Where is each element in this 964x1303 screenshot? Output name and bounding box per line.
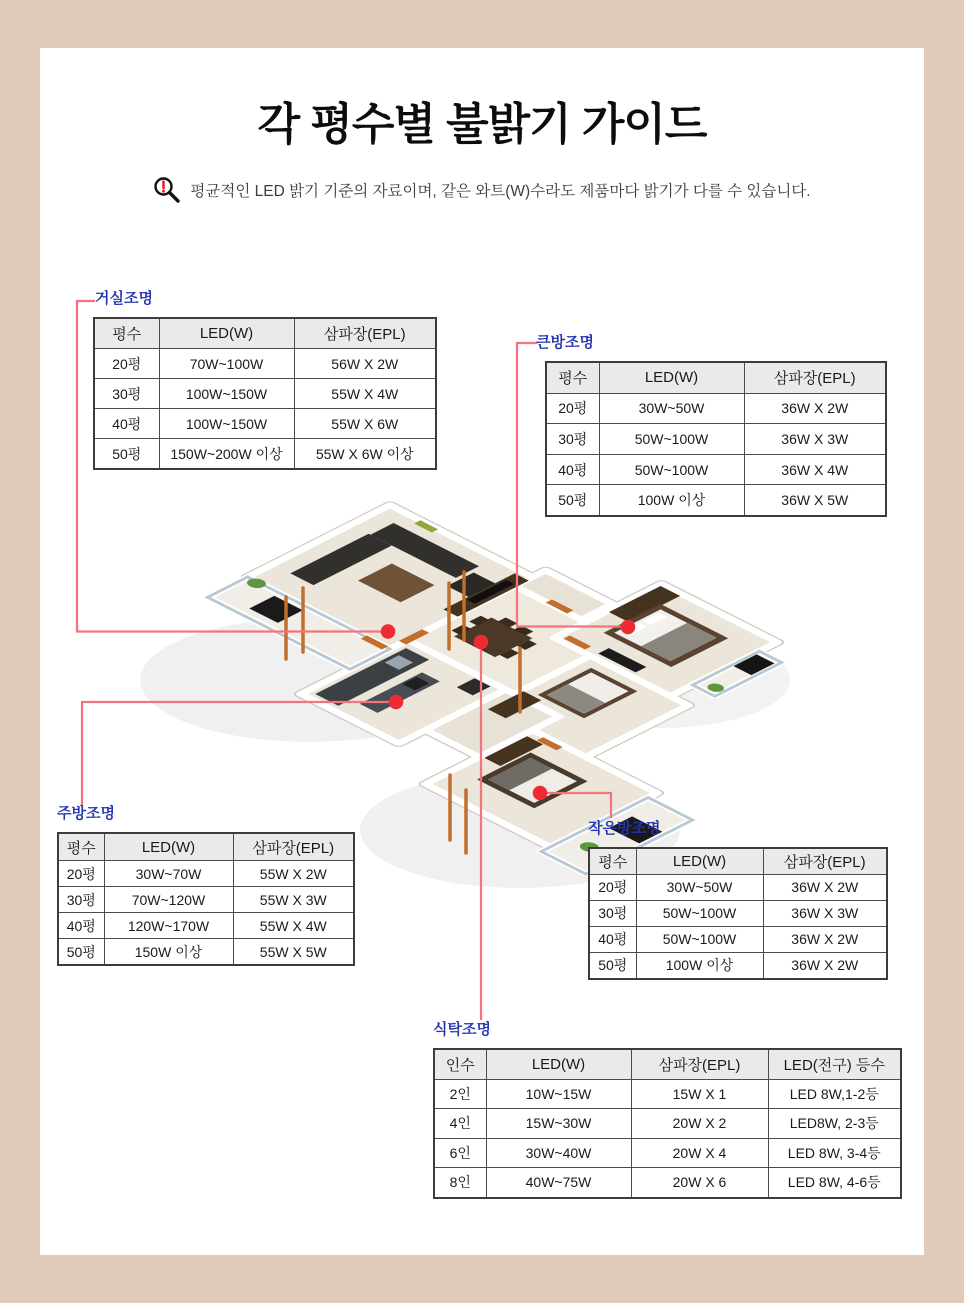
table-cell: 30W~50W <box>599 393 744 424</box>
column-header: 삼파장(EPL) <box>233 833 354 861</box>
column-header: LED(W) <box>599 362 744 393</box>
notice-text: 평균적인 LED 밝기 기준의 자료이며, 같은 와트(W)수라도 제품마다 밝기가 다를 수 있습니다. <box>190 183 811 200</box>
table-cell: 20평 <box>58 861 104 887</box>
table-row <box>589 952 887 979</box>
page-title: 각 평수별 불밝기 가이드 <box>257 100 707 149</box>
table-cell: 2인 <box>434 1079 486 1109</box>
table-header-row <box>58 833 354 861</box>
magnifier-alert-icon <box>153 176 181 204</box>
table-cell: 36W X 3W <box>763 900 887 926</box>
table-cell: 4인 <box>434 1109 486 1139</box>
column-header: 평수 <box>94 318 159 349</box>
column-header: LED(W) <box>486 1049 631 1079</box>
table-header-row <box>94 318 436 349</box>
table-cell: 6인 <box>434 1138 486 1168</box>
column-header: LED(W) <box>636 848 763 874</box>
table-header-row <box>589 848 887 874</box>
column-header: LED(W) <box>159 318 294 349</box>
table-cell: 15W X 1 <box>631 1079 768 1109</box>
table-row <box>58 887 354 913</box>
table-cell: 20W X 4 <box>631 1138 768 1168</box>
table-cell: 50평 <box>589 952 636 979</box>
table-cell: 36W X 2W <box>763 952 887 979</box>
table-cell: 30W~70W <box>104 861 233 887</box>
big-room-label: 큰방조명 <box>536 334 594 351</box>
table-cell: 40평 <box>546 454 599 485</box>
table-cell: 150W 이상 <box>104 939 233 966</box>
table-cell: 30W~50W <box>636 874 763 900</box>
table-cell: 20W X 6 <box>631 1168 768 1198</box>
table-cell: 55W X 4W <box>233 913 354 939</box>
table-cell: 20W X 2 <box>631 1109 768 1139</box>
small-room-callout <box>588 817 888 980</box>
table-row <box>434 1109 901 1139</box>
table-cell: 30평 <box>58 887 104 913</box>
dining-label: 식탁조명 <box>433 1021 491 1038</box>
table-cell: LED 8W,1-2등 <box>768 1079 901 1109</box>
living-room-table <box>93 317 437 470</box>
column-header: 삼파장(EPL) <box>763 848 887 874</box>
table-cell: 55W X 5W <box>233 939 354 966</box>
table-cell: 36W X 2W <box>763 926 887 952</box>
table-cell: 50W~100W <box>599 454 744 485</box>
small-room-label: 작은방조명 <box>588 820 661 837</box>
column-header: 평수 <box>546 362 599 393</box>
table-cell: 55W X 2W <box>233 861 354 887</box>
table-cell: 30평 <box>546 424 599 455</box>
dining-table-marker <box>474 635 489 650</box>
table-cell: 20평 <box>546 393 599 424</box>
living-room-marker <box>381 624 396 639</box>
table-cell: LED 8W, 3-4등 <box>768 1138 901 1168</box>
table-cell: 36W X 4W <box>744 454 886 485</box>
table-cell: 55W X 6W <box>294 409 436 439</box>
table-cell: 150W~200W 이상 <box>159 439 294 470</box>
column-header: 인수 <box>434 1049 486 1079</box>
living-room-callout <box>93 287 437 470</box>
kitchen-marker <box>389 695 404 710</box>
table-row <box>546 424 886 455</box>
table-row <box>546 393 886 424</box>
table-row <box>546 485 886 516</box>
column-header: LED(전구) 등수 <box>768 1049 901 1079</box>
big-room-table <box>545 361 887 517</box>
table-cell: 70W~100W <box>159 349 294 379</box>
table-cell: 50평 <box>546 485 599 516</box>
table-cell: 8인 <box>434 1168 486 1198</box>
notice-bar <box>0 176 964 204</box>
table-row <box>434 1168 901 1198</box>
table-cell: 30W~40W <box>486 1138 631 1168</box>
small-room-table <box>588 847 888 980</box>
table-cell: 100W 이상 <box>636 952 763 979</box>
table-row <box>589 900 887 926</box>
column-header: 평수 <box>589 848 636 874</box>
table-cell: 40평 <box>94 409 159 439</box>
table-cell: 36W X 2W <box>763 874 887 900</box>
table-header-row <box>434 1049 901 1079</box>
table-cell: 10W~15W <box>486 1079 631 1109</box>
table-cell: 36W X 2W <box>744 393 886 424</box>
table-cell: 55W X 4W <box>294 379 436 409</box>
table-row <box>546 454 886 485</box>
table-cell: 50평 <box>94 439 159 470</box>
table-cell: 100W~150W <box>159 379 294 409</box>
table-row <box>94 349 436 379</box>
table-row <box>434 1138 901 1168</box>
table-cell: 100W 이상 <box>599 485 744 516</box>
dining-callout <box>433 1018 902 1199</box>
table-cell: LED8W, 2-3등 <box>768 1109 901 1139</box>
table-cell: 70W~120W <box>104 887 233 913</box>
column-header: 삼파장(EPL) <box>294 318 436 349</box>
table-cell: 50W~100W <box>636 900 763 926</box>
table-row <box>94 379 436 409</box>
table-cell: 30평 <box>589 900 636 926</box>
table-row <box>58 861 354 887</box>
big-room-marker <box>621 620 636 635</box>
table-cell: 56W X 2W <box>294 349 436 379</box>
table-cell: 36W X 5W <box>744 485 886 516</box>
table-header-row <box>546 362 886 393</box>
column-header: 평수 <box>58 833 104 861</box>
table-row <box>434 1079 901 1109</box>
kitchen-label: 주방조명 <box>57 805 115 822</box>
table-cell: 40W~75W <box>486 1168 631 1198</box>
kitchen-callout <box>57 802 355 966</box>
table-row <box>58 913 354 939</box>
table-cell: 50W~100W <box>599 424 744 455</box>
dining-table <box>433 1048 902 1199</box>
small-room-marker <box>533 786 548 801</box>
table-cell: 30평 <box>94 379 159 409</box>
table-cell: 40평 <box>589 926 636 952</box>
table-cell: 120W~170W <box>104 913 233 939</box>
column-header: 삼파장(EPL) <box>744 362 886 393</box>
kitchen-table <box>57 832 355 966</box>
table-cell: 50평 <box>58 939 104 966</box>
big-room-callout <box>536 331 887 517</box>
column-header: 삼파장(EPL) <box>631 1049 768 1079</box>
column-header: LED(W) <box>104 833 233 861</box>
table-row <box>589 874 887 900</box>
living-room-label: 거실조명 <box>95 290 153 307</box>
table-cell: 100W~150W <box>159 409 294 439</box>
table-cell: 50W~100W <box>636 926 763 952</box>
table-cell: 20평 <box>94 349 159 379</box>
table-row <box>58 939 354 966</box>
table-cell: LED 8W, 4-6등 <box>768 1168 901 1198</box>
table-cell: 20평 <box>589 874 636 900</box>
table-cell: 36W X 3W <box>744 424 886 455</box>
table-row <box>94 439 436 470</box>
table-cell: 15W~30W <box>486 1109 631 1139</box>
table-row <box>94 409 436 439</box>
table-cell: 40평 <box>58 913 104 939</box>
table-cell: 55W X 3W <box>233 887 354 913</box>
table-cell: 55W X 6W 이상 <box>294 439 436 470</box>
table-row <box>589 926 887 952</box>
